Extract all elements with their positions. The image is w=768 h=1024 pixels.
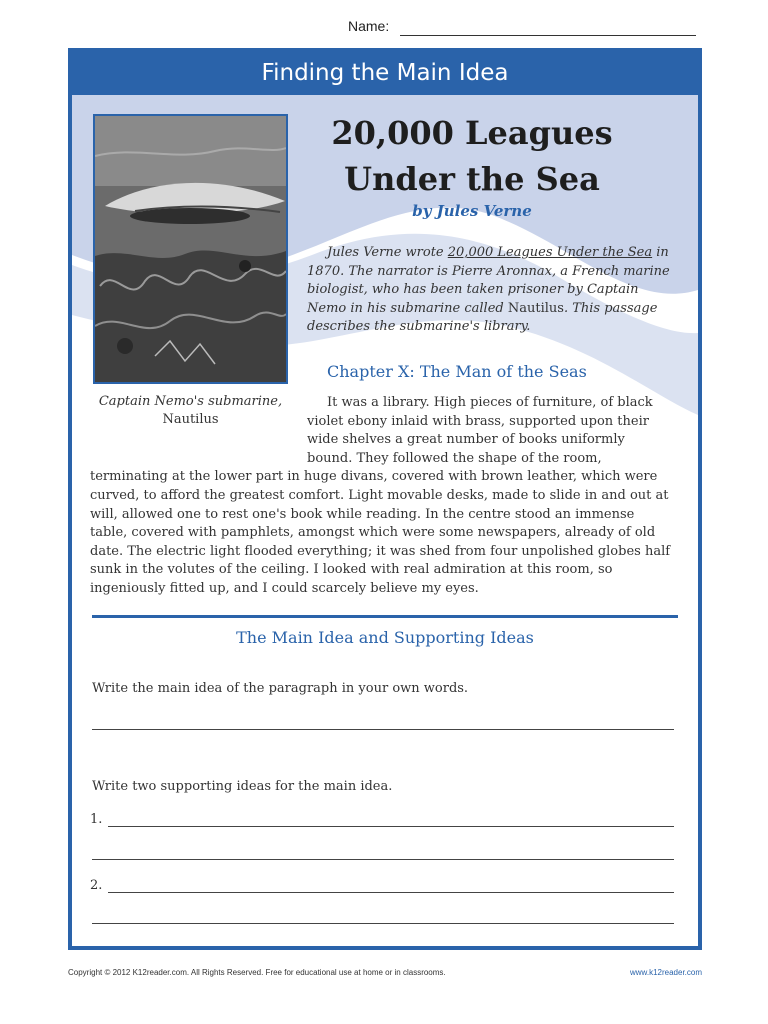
supporting-idea-2-line-2[interactable] — [92, 923, 674, 924]
supporting-idea-2-line[interactable] — [108, 892, 674, 893]
story-title — [307, 110, 637, 202]
intro-part1: Jules Verne wrote — [327, 245, 448, 260]
nautilus-engraving-icon — [95, 116, 286, 382]
supporting-ideas-prompt: Write two supporting ideas for the main idea. — [92, 779, 393, 794]
section-title: The Main Idea and Supporting Ideas — [236, 628, 534, 647]
worksheet-title: Finding the Main Idea — [72, 52, 698, 95]
passage-text: It was a library. High pieces of furniture, of black violet ebony inlaid with brass, supported upon their wide shelves a great number of books uniformly bound. They followed the shape of the room, terminating at the lower part in huge divans, covered with brown leather, which were curved, to afford the greatest comfort. Light movable desks, made to slide in and out at will, allowed one to rest one's book while reading. In the centre stood an immense table, covered with pamphlets, amongst which were some newspapers, already of old date. The electric light flooded everything; it was shed from four unpolished globes half sunk in the volutes of the ceiling. I looked with real admiration at this room, so ingeniously fitted up, and I could scarcely believe my eyes. — [90, 395, 671, 596]
chapter-heading: Chapter X: The Man of the Seas — [327, 362, 587, 381]
story-title-line1: 20,000 Leagues — [331, 114, 613, 152]
copyright-notice: Copyright © 2012 K12reader.com. All Rights Reserved. Free for educational use at home or in classrooms. — [68, 968, 446, 977]
website-link[interactable]: www.k12reader.com — [629, 968, 702, 977]
main-idea-answer-line[interactable] — [92, 729, 674, 730]
supporting-idea-1-line-2[interactable] — [92, 859, 674, 860]
worksheet-frame — [68, 48, 702, 950]
supporting-idea-2-number: 2. — [90, 878, 103, 893]
intro-part2: in 1870. The narrator is Pierre Aronnax, a French marine biologist, who has been taken prisoner by Captain Nemo in his submarine called — [307, 245, 670, 316]
story-intro — [307, 244, 677, 337]
story-author: by Jules Verne — [412, 202, 532, 220]
name-field[interactable] — [400, 35, 696, 36]
name-label: Name: — [348, 18, 390, 34]
story-passage — [90, 394, 672, 599]
main-idea-prompt: Write the main idea of the paragraph in your own words. — [92, 681, 469, 696]
story-title-line2: Under the Sea — [344, 160, 600, 198]
submarine-illustration — [93, 114, 288, 384]
image-caption-italic: Captain Nemo's submarine, — [98, 394, 283, 409]
section-divider — [92, 615, 678, 618]
image-caption-plain: Nautilus — [162, 412, 219, 427]
intro-ship-name: Nautilus — [507, 300, 564, 316]
supporting-idea-1-line[interactable] — [108, 826, 674, 827]
intro-book-title: 20,000 Leagues Under the Sea — [447, 245, 653, 260]
supporting-idea-1-number: 1. — [90, 812, 103, 827]
intro-part3: . This passage describes the submarine's library. — [307, 300, 658, 334]
